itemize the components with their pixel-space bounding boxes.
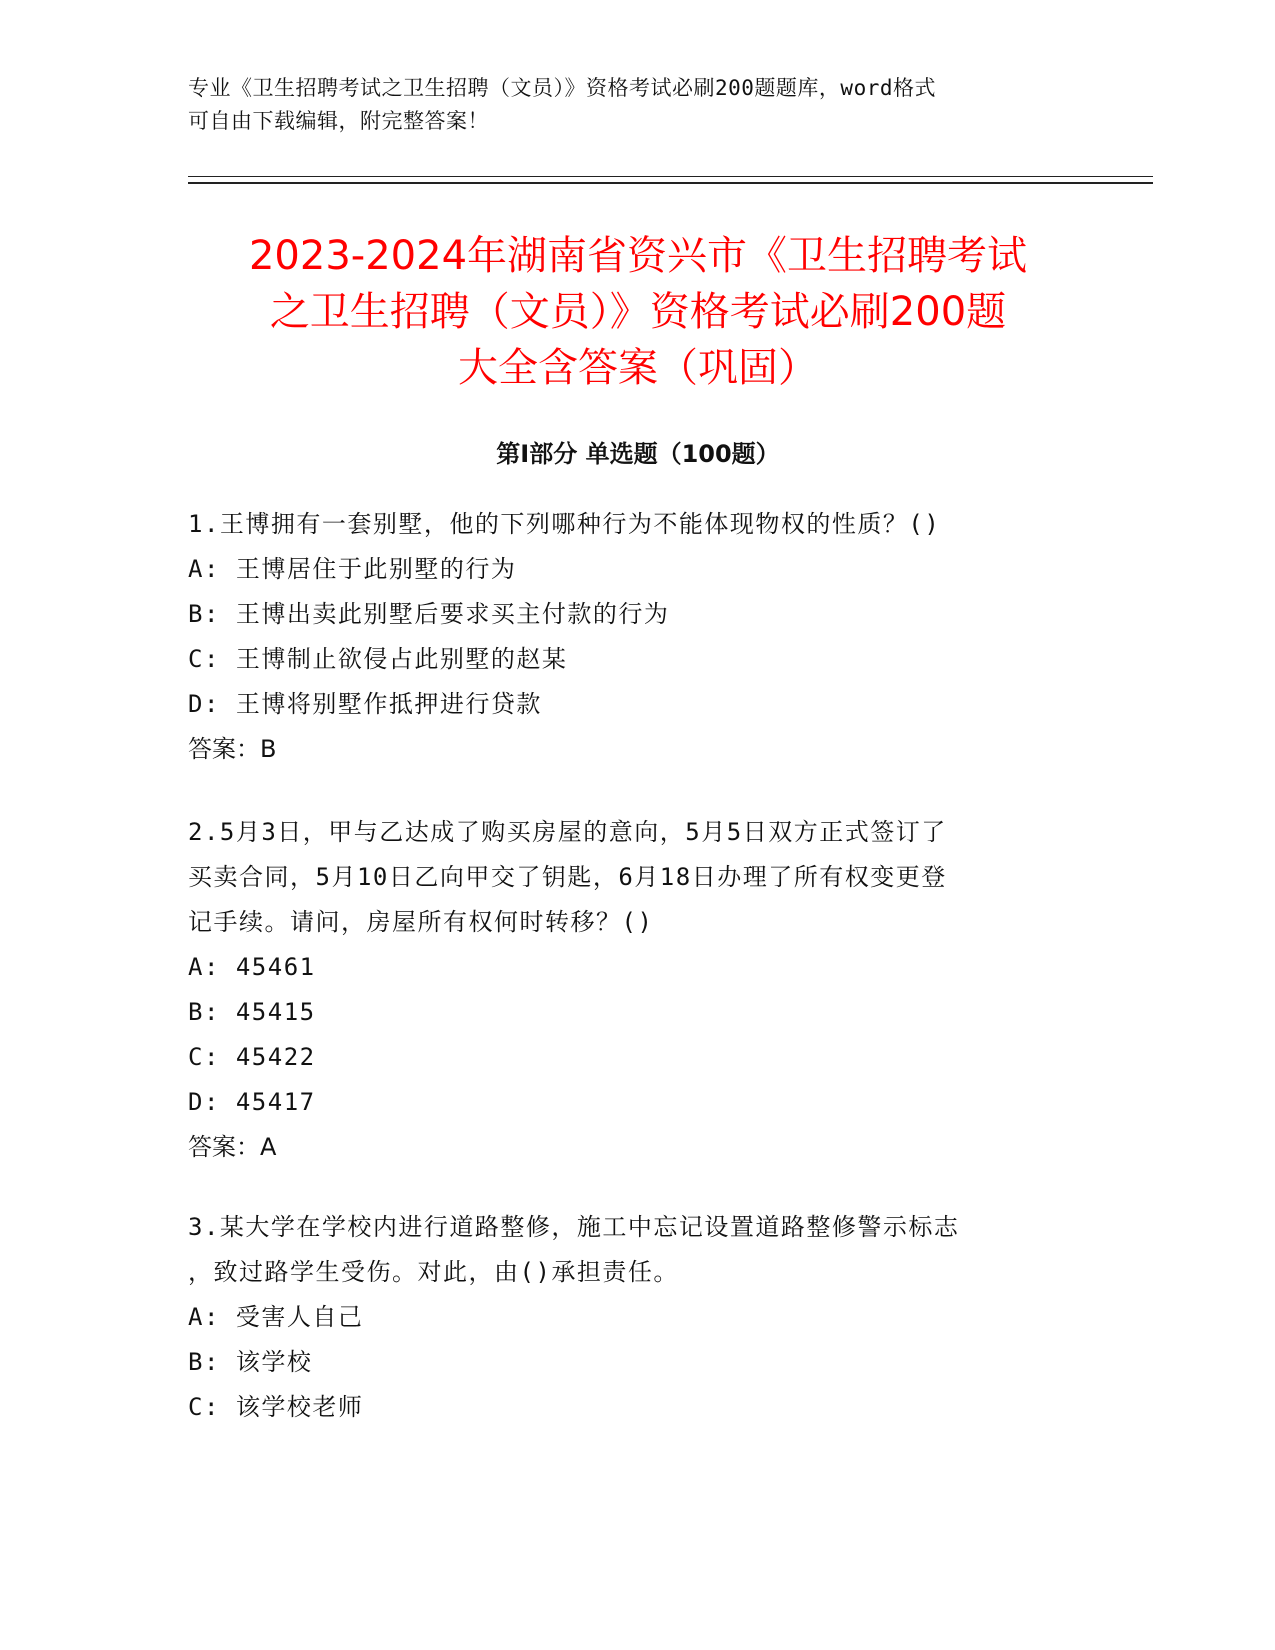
question-stem-line-3: 记手续。请问，房屋所有权何时转移？() [188, 908, 654, 936]
section-heading: 第Ⅰ部分 单选题（100题） [496, 440, 780, 468]
header-note-line-1: 专业《卫生招聘考试之卫生招聘（文员）》资格考试必刷200题题库，word格式 [188, 76, 936, 100]
option-c: C: 该学校老师 [188, 1393, 364, 1421]
document-title [188, 228, 1088, 396]
option-c: C: 45422 [188, 1043, 316, 1071]
header-divider-thick [188, 182, 1153, 184]
title-line-2: 之卫生招聘（文员）》资格考试必刷200题 [269, 289, 1007, 335]
header-note-line-2: 可自由下载编辑，附完整答案！ [188, 109, 489, 133]
question-3 [188, 1205, 1088, 1430]
option-a: A: 45461 [188, 953, 316, 981]
header-divider-thin [188, 176, 1153, 177]
question-stem-line-2: 买卖合同，5月10日乙向甲交了钥匙，6月18日办理了所有权变更登 [188, 863, 947, 891]
option-a: A: 受害人自己 [188, 1303, 364, 1331]
header-note [188, 72, 1068, 138]
option-b: B: 45415 [188, 998, 316, 1026]
option-a: A: 王博居住于此别墅的行为 [188, 555, 517, 583]
option-d: D: 王博将别墅作抵押进行贷款 [188, 690, 542, 718]
option-b: B: 王博出卖此别墅后要求买主付款的行为 [188, 600, 670, 628]
title-line-1: 2023-2024年湖南省资兴市《卫生招聘考试 [248, 233, 1028, 279]
option-b: B: 该学校 [188, 1348, 313, 1376]
question-2 [188, 810, 1088, 1170]
question-stem: 1.王博拥有一套别墅，他的下列哪种行为不能体现物权的性质？() [188, 510, 941, 538]
question-stem-line-1: 2.5月3日，甲与乙达成了购买房屋的意向，5月5日双方正式签订了 [188, 818, 947, 846]
question-stem-line-1: 3.某大学在学校内进行道路整修，施工中忘记设置道路整修警示标志 [188, 1213, 960, 1241]
question-stem-line-2: ，致过路学生受伤。对此，由()承担责任。 [188, 1258, 679, 1286]
answer: 答案：B [188, 735, 277, 763]
question-1 [188, 502, 1088, 772]
title-line-3: 大全含答案（巩固） [458, 345, 818, 391]
option-c: C: 王博制止欲侵占此别墅的赵某 [188, 645, 568, 673]
answer: 答案：A [188, 1133, 277, 1161]
option-d: D: 45417 [188, 1088, 316, 1116]
